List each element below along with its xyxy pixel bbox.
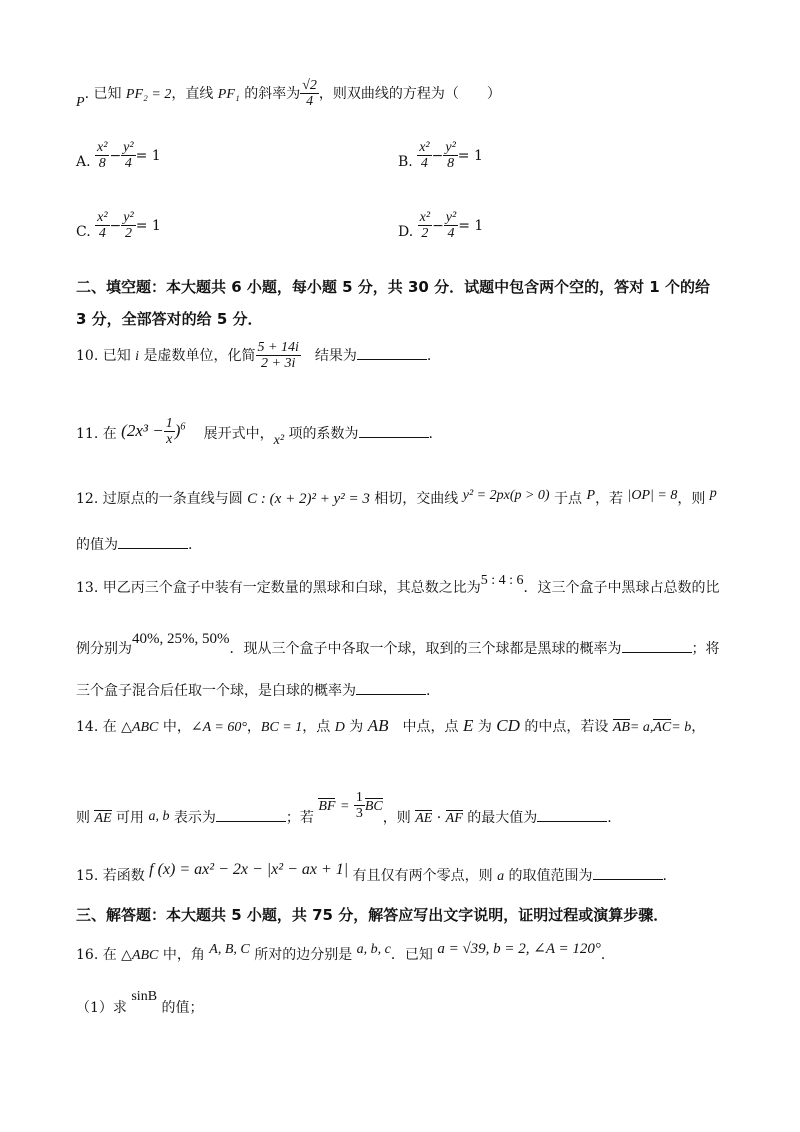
q-text: 14. 在 <box>76 719 122 735</box>
q-text: 是虚数单位，化简 <box>139 347 256 364</box>
frac-den: 2 + 3i <box>261 356 296 372</box>
question-16 <box>76 940 615 963</box>
frac-den: 8 <box>447 156 455 172</box>
q-text: ．已知 <box>390 947 438 963</box>
q11-x2: x² <box>273 432 285 448</box>
frac-num: x² <box>97 140 108 155</box>
frac-num: y² <box>445 140 456 155</box>
section-heading: 三、解答题：本大题共 5 小题，共 75 分，解答应写出文字说明，证明过程或演算步骤． <box>76 906 669 924</box>
q9-slope <box>300 78 319 110</box>
param-p: p <box>709 486 717 501</box>
side-bc: BC = 1 <box>260 720 303 735</box>
q-text: 的取值范围为 <box>504 868 593 884</box>
point-e: E <box>462 716 474 735</box>
frac-num: y² <box>445 210 457 225</box>
question-11 <box>76 418 433 450</box>
frac-y <box>121 210 135 242</box>
frac-y <box>444 210 458 242</box>
option-label: D. <box>398 223 414 240</box>
frac-den: 4 <box>124 156 132 172</box>
q-text: 中， <box>158 719 191 735</box>
q-text: 的值为 <box>76 537 118 553</box>
answer-blank[interactable] <box>356 682 426 695</box>
option-c[interactable]: C. $\frac{\text{x²}}{4}$ − $\frac{\text{y²}}{2}$ = 1 <box>76 210 161 242</box>
segment-cd: CD <box>496 716 520 735</box>
answer-blank[interactable] <box>359 425 429 438</box>
exponent: 6 <box>180 421 186 433</box>
op-length: |OP| = 8 <box>627 488 678 503</box>
q-text: . <box>662 868 667 884</box>
q-text: ，点 <box>302 719 335 735</box>
vectors-ab: a, b <box>148 808 170 824</box>
frac-num: 1 <box>165 416 173 431</box>
frac-x <box>417 140 431 172</box>
q-text: 为 <box>344 719 368 735</box>
option-label: B. <box>398 153 413 170</box>
imag-unit: i <box>135 348 140 364</box>
q-text: ；若 <box>285 809 319 826</box>
q-text: . <box>426 347 432 364</box>
q9-text: . 已知 <box>84 85 126 102</box>
q-text: 结果为 <box>300 347 357 364</box>
q-text: 有且仅有两个零点，则 <box>348 868 498 884</box>
vector-bc: BC <box>364 798 383 814</box>
question-12 <box>76 486 717 509</box>
q-text: 可用 <box>111 809 149 826</box>
q9-text: 的斜率为 <box>239 85 301 102</box>
q-text: 三个盒子混合后任取一个球，是白球的概率为 <box>76 683 356 699</box>
frac-x <box>95 140 109 172</box>
answer-blank[interactable] <box>537 809 607 822</box>
question-14-line2 <box>76 790 612 826</box>
frac-den: 3 <box>355 806 363 822</box>
question-15 <box>76 860 667 884</box>
function: f (x) = ax² − 2x − |x² − ax + 1| <box>149 861 349 878</box>
frac-num: x² <box>97 210 108 225</box>
curve-eq: y² = 2px(p > 0) <box>462 488 550 503</box>
q-text: 为 <box>473 719 497 735</box>
frac-num: √2 <box>302 78 317 93</box>
option-a[interactable]: A. $\frac{\text{x²}}{8}$ − $\frac{\text{y²}}{4}$ = 1 <box>76 140 161 172</box>
frac-num: x² <box>419 140 430 155</box>
q10-frac <box>256 340 301 372</box>
dot: · <box>432 809 446 826</box>
frac-y <box>121 140 135 172</box>
q-text: 于点 <box>549 491 587 507</box>
question-10 <box>76 340 431 372</box>
frac-den: 4 <box>98 226 106 242</box>
point-p: P <box>76 94 85 110</box>
ratio: 5 : 4 : 6 <box>480 573 524 588</box>
answer-blank[interactable] <box>622 640 692 653</box>
q11-expression: (2x³ − $\frac{1}{x}$ )$^6$ <box>121 416 186 448</box>
q9-pf1: PF₁ <box>217 86 240 102</box>
equals: = <box>339 798 350 814</box>
percentages: 40%, 25%, 50% <box>132 631 230 647</box>
q-text: （1）求 <box>76 1000 132 1016</box>
q-text: 例分别为 <box>76 641 132 657</box>
vector-ab: AB <box>612 720 630 735</box>
q-text: . <box>188 537 193 553</box>
q-text: ；将 <box>691 641 720 657</box>
vector-ae: AE <box>415 810 433 826</box>
question-13-line3 <box>76 682 430 700</box>
q-text: ． <box>600 947 615 963</box>
frac-num: x² <box>419 210 431 225</box>
param-a: a <box>497 869 505 884</box>
vector-af: AF <box>445 810 463 826</box>
section-heading: 3 分，全部答对的给 5 分． <box>76 310 263 328</box>
q-text: ，若 <box>595 491 628 507</box>
q-text: ．这三个盒子中黑球占总数的比 <box>523 580 720 596</box>
q-text: ，则 <box>677 491 710 507</box>
segment-ab: AB <box>367 716 389 735</box>
q9-text: ，则双曲线的方程为（ ） <box>318 85 501 102</box>
sin-b: sinB <box>131 989 158 1004</box>
q-text: 11. 在 <box>76 425 117 442</box>
q-text: 项的系数为 <box>284 425 359 442</box>
q9-stem <box>76 78 501 110</box>
vector-bf: BF <box>318 798 336 814</box>
frac-1x <box>164 416 175 448</box>
sides: a, b, c <box>356 942 391 957</box>
q-text: 10. 已知 <box>76 347 136 364</box>
given-values: a = √39, b = 2, ∠A = 120° <box>437 941 601 957</box>
q9-pf2: PF₂ = 2 <box>125 86 172 102</box>
answer-blank[interactable] <box>357 347 427 360</box>
frac-den: 8 <box>98 156 106 172</box>
frac-num: y² <box>123 140 134 155</box>
q-text: 的值； <box>157 1000 204 1016</box>
answer-blank[interactable] <box>216 809 286 822</box>
vector-a: = a, <box>629 720 654 735</box>
option-b[interactable]: B. $\frac{\text{x²}}{4}$ − $\frac{\text{y²}}{8}$ = 1 <box>398 140 483 172</box>
answer-blank[interactable] <box>118 536 188 549</box>
section-heading: 二、填空题：本大题共 6 小题，每小题 5 分，共 30 分．试题中包含两个空的，答对 1 个的给 <box>76 278 710 296</box>
q-text: 表示为 <box>169 809 216 826</box>
frac-den: 4 <box>447 226 455 242</box>
frac-num: 5 + 14i <box>257 340 299 355</box>
q-text: ．现从三个盒子中各取一个球，取到的三个球都是黑球的概率为 <box>229 641 622 657</box>
q-text: 15. 若函数 <box>76 868 150 884</box>
frac-y <box>443 140 457 172</box>
vector-ac: AC <box>653 720 672 735</box>
question-13-line2 <box>76 630 720 657</box>
q-text: . <box>426 683 431 699</box>
option-label: A. <box>76 153 91 170</box>
q-text: . <box>607 809 612 826</box>
question-16-part1 <box>76 988 204 1016</box>
frac-num: 1 <box>355 790 363 805</box>
q-text: 的最大值为 <box>462 809 538 826</box>
triangle: △ABC <box>121 948 159 963</box>
q-text: ， <box>246 719 261 735</box>
question-12-line2 <box>76 536 192 554</box>
frac-den: x <box>166 432 173 448</box>
q-text: . <box>428 425 433 442</box>
q-text: 12. 过原点的一条直线与圆 <box>76 491 248 507</box>
q9-text: ，直线 <box>171 85 218 102</box>
vector-ae: AE <box>94 810 112 826</box>
frac-den: 2 <box>124 226 132 242</box>
q-text: 相切，交曲线 <box>369 491 463 507</box>
question-13 <box>76 572 720 596</box>
frac-den: 4 <box>306 94 314 110</box>
option-d[interactable]: D. $\frac{\text{x²}}{2}$ − $\frac{\text{y²}}{4}$ = 1 <box>398 210 484 242</box>
point-d: D <box>334 720 345 735</box>
q-text: 中点，点 <box>388 719 463 735</box>
question-14 <box>76 716 705 737</box>
frac-x <box>95 210 109 242</box>
angle: ∠A = 60° <box>190 720 247 735</box>
q-text: 则 <box>76 809 95 826</box>
answer-blank[interactable] <box>593 867 663 880</box>
frac-den: 4 <box>420 156 428 172</box>
angles: A, B, C <box>209 942 250 957</box>
frac-den: 2 <box>421 226 429 242</box>
option-label: C. <box>76 223 91 240</box>
q-text: 中，角 <box>158 947 210 963</box>
circle-eq: C : (x + 2)² + y² = 3 <box>247 491 370 507</box>
q-text: ， <box>691 719 706 735</box>
q-text: 所对的边分别是 <box>249 947 357 963</box>
frac-third <box>354 790 365 822</box>
q-text: 展开式中， <box>189 425 274 442</box>
vector-b: = b <box>671 720 692 735</box>
q-text: 16. 在 <box>76 947 122 963</box>
triangle: △ABC <box>121 720 159 735</box>
q-text: ，则 <box>382 809 416 826</box>
q-text: 的中点，若设 <box>519 719 613 735</box>
frac-x <box>418 210 432 242</box>
q-text: 13. 甲乙丙三个盒子中装有一定数量的黑球和白球，其总数之比为 <box>76 580 481 596</box>
frac-num: y² <box>123 210 134 225</box>
point-p: P <box>586 488 596 503</box>
